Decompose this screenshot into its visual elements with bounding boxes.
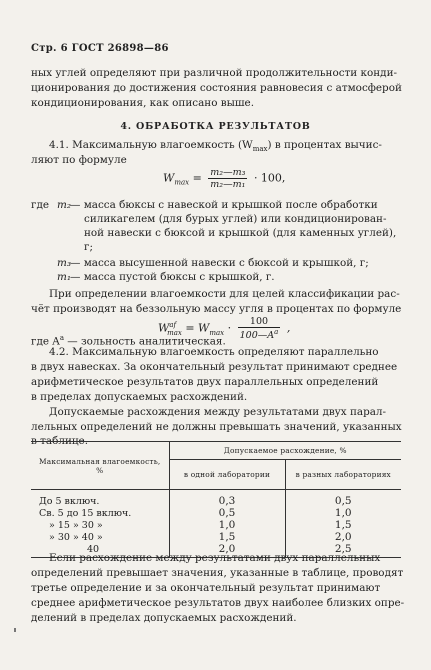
final-line-2: определений превышает значения, указанные в таблице, проводят (31, 567, 404, 579)
f2-dot: · (227, 321, 232, 335)
def-m2-line-3: ной навески с бюксой и крышкой (для каменных углей), (84, 227, 397, 239)
col1-header-line2: % (96, 465, 104, 475)
row-one-lab: 2,0 (169, 543, 285, 558)
row-label: » 15 » 30 » (49, 519, 103, 531)
f2-eq: = W (185, 321, 210, 335)
f2-den-sup: a (274, 328, 279, 336)
table-row (31, 490, 401, 508)
f2-mid-sub: max (209, 328, 225, 337)
col1-header-line1: Максимальная влагоемкость, (39, 456, 161, 466)
table-row (31, 507, 401, 519)
f1-lhs: W (163, 171, 175, 185)
f2-numerator: 100 (238, 316, 281, 328)
def-m1-text: — масса пустой бюксы с крышкой, г. (70, 271, 275, 283)
section-title: 4. ОБРАБОТКА РЕЗУЛЬТАТОВ (120, 121, 311, 132)
row-diff-labs: 2,5 (285, 543, 401, 558)
f1-lhs-sub: max (174, 178, 190, 187)
f2-denominator (238, 328, 281, 341)
row-diff-labs: 1,0 (285, 507, 401, 519)
row-one-lab: 0,3 (169, 490, 285, 508)
row-label: » 30 » 40 » (49, 531, 103, 543)
f2-den-text: 100—A (239, 330, 275, 342)
def-where: где (31, 199, 49, 211)
col3-header: в разных лабораториях (285, 460, 401, 490)
f2-lhs-sup: af (169, 320, 177, 329)
f2-lhs: W (158, 321, 170, 335)
classif-line-2: чёт производят на беззольную массу угля в процентах по формуле (31, 303, 402, 315)
p42-line-1: 4.2. Максимальную влагоемкость определяют параллельно (49, 346, 379, 358)
row-one-lab: 1,0 (169, 519, 285, 531)
table-row (31, 531, 401, 543)
col1-header (31, 442, 169, 490)
table-row (31, 519, 401, 531)
final-line-4: среднее арифметическое результатов двух наиболее близких опре- (31, 597, 405, 609)
formula-wmax (163, 167, 285, 190)
ash-where: где A (31, 335, 60, 348)
def-m3-symbol: m₃ (57, 257, 72, 269)
ash-sup: a (59, 334, 64, 342)
classif-line-1: При определении влагоемкости для целей классификации рас- (49, 288, 400, 300)
f1-numerator: m₂—m₃ (210, 167, 246, 178)
row-diff-labs: 1,5 (285, 519, 401, 531)
p42-line-2: в двух навесках. За окончательный результат принимают среднее (31, 361, 398, 373)
p41-line-2: ляют по формуле (31, 154, 127, 166)
allow-line-2: лельных определений не должны превышать значений, указанных (31, 421, 402, 433)
f2-tail: , (286, 321, 291, 335)
f2-lhs-sub: max (167, 328, 182, 337)
f1-tail: · 100, (253, 171, 286, 185)
final-line-1: Если расхождение между результатами двух параллельных (49, 552, 381, 564)
allow-line-1: Допускаемые расхождения между результатами двух парал- (49, 406, 387, 418)
p42-line-4: в пределах допускаемых расхождений. (31, 391, 248, 403)
def-m2-line-2: силикагелем (для бурых углей) или кондиционирован- (84, 213, 387, 225)
final-line-3: третье определение и за окончательный результат принимают (31, 582, 381, 594)
row-diff-labs: 0,5 (285, 490, 401, 508)
p41-text-b: ) в процентах вычис- (267, 139, 382, 151)
p42-line-3: арифметическое результатов двух параллельных определений (31, 376, 379, 388)
page-header: Стр. 6 ГОСТ 26898—86 (31, 43, 169, 54)
row-label: Св. 5 до 15 включ. (39, 507, 132, 519)
def-m3-text: — масса высушенной навески с бюксой и крышкой, г; (70, 257, 369, 269)
intro-line-1: ных углей определяют при различной продолжительности конди- (31, 67, 398, 79)
discrepancy-table (31, 441, 401, 558)
p41-sub: max (252, 145, 268, 154)
f2-fraction (238, 316, 281, 341)
row-label: До 5 включ. (39, 495, 100, 507)
def-m2-symbol: m₂ (57, 199, 72, 211)
ash-text: — зольность аналитическая. (64, 335, 226, 348)
f1-eq: = (192, 171, 202, 185)
col2-header: в одной лаборатории (169, 460, 285, 490)
def-m2-line-1: — масса бюксы с навеской и крышкой после обработки (70, 199, 378, 211)
group-header: Допускаемое расхождение, % (169, 442, 401, 460)
row-diff-labs: 2,0 (285, 531, 401, 543)
intro-line-2: ционирования до достижения состояния равновесия с атмосферой (31, 82, 402, 94)
margin-mark (14, 628, 16, 632)
row-label: 40 (87, 543, 100, 555)
def-m1-symbol: m₁ (57, 271, 72, 283)
intro-line-3: кондиционирования, как описано выше. (31, 97, 254, 109)
def-m2-line-4: г; (84, 241, 93, 253)
f1-denominator: m₂—m₁ (210, 179, 246, 190)
p41-text-a: 4.1. Максимальную влагоемкость (W (49, 139, 253, 151)
final-line-5: делений в пределах допускаемых расхождений. (31, 612, 297, 624)
allow-line-3: в таблице. (31, 435, 89, 447)
f1-fraction (208, 167, 247, 190)
row-one-lab: 0,5 (169, 507, 285, 519)
row-one-lab: 1,5 (169, 531, 285, 543)
